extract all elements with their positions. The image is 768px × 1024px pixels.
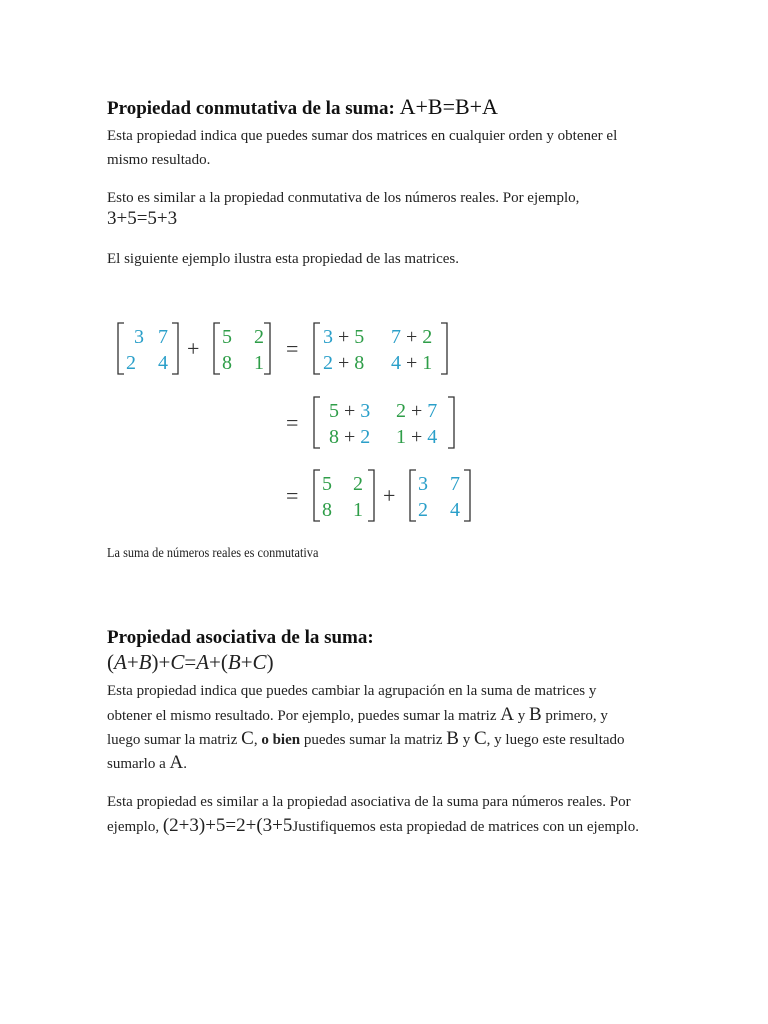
matrix-entry: 3 + 5 <box>323 326 365 348</box>
matrix-entry: 1 <box>353 499 363 521</box>
matrix-entry: 1 <box>254 352 264 374</box>
equals-operator: = <box>286 483 299 508</box>
matrix-entry: 4 + 1 <box>391 352 433 374</box>
bracket-left <box>314 397 320 448</box>
matrix-entry: 4 <box>450 499 460 521</box>
paragraph-line: El siguiente ejemplo ilustra esta propiedad de las matrices. <box>107 251 459 267</box>
matrix-entry: 8 <box>322 499 332 521</box>
bracket-right <box>368 470 374 521</box>
bracket-left <box>314 470 320 521</box>
paragraph-line: obtener el mismo resultado. Por ejemplo, puedes sumar la matriz A y B primero, y <box>107 704 608 725</box>
matrix-entry: 2 + 8 <box>323 352 365 374</box>
heading-text: Propiedad asociativa de la suma: <box>107 627 374 648</box>
plus-operator: + <box>383 483 396 508</box>
bracket-left <box>118 323 124 374</box>
matrix-entry: 1 + 4 <box>396 426 438 448</box>
bracket-left <box>214 323 220 374</box>
matrix-entry: 7 + 2 <box>391 326 433 348</box>
paragraph-line: luego sumar la matriz C, o bien puedes sumar la matriz B y C, y luego este resultado <box>107 728 625 749</box>
bracket-right <box>441 323 447 374</box>
paragraph-line: Esta propiedad indica que puedes cambiar la agrupación en la suma de matrices y <box>107 683 597 699</box>
inline-formula: 3+5=5+3 <box>107 208 178 229</box>
paragraph-line: sumarlo a A. <box>107 752 187 773</box>
matrix-entry: 2 <box>126 352 136 374</box>
matrix-entry: 3 <box>418 473 428 495</box>
equals-operator: = <box>286 410 299 435</box>
heading-formula: A+B=B+A <box>399 94 498 119</box>
heading-formula: (A+B)+C=A+(B+C) <box>107 650 274 674</box>
bracket-right <box>464 470 470 521</box>
inline-formula: (2+3)+5=2+(3+5 <box>162 815 293 836</box>
plus-operator: + <box>187 336 200 361</box>
matrix-entry: 8 + 2 <box>329 426 371 448</box>
matrix-entry: 5 <box>322 473 332 495</box>
matrix-entry: 5 + 3 <box>329 400 371 422</box>
paragraph-line: Esto es similar a la propiedad conmutativa de los números reales. Por ejemplo, <box>107 190 580 206</box>
paragraph-line: ejemplo, (2+3)+5=2+(3+5Justifiquemos esta propiedad de matrices con un ejemplo. <box>107 815 639 836</box>
bracket-right <box>448 397 454 448</box>
equals-operator: = <box>286 336 299 361</box>
bracket-left <box>314 323 320 374</box>
matrix-entry: 4 <box>158 352 168 374</box>
bracket-right <box>172 323 178 374</box>
matrix-entry: 7 <box>450 473 460 495</box>
bracket-left <box>410 470 416 521</box>
matrix-entry: 3 <box>134 326 144 348</box>
matrix-entry: 8 <box>222 352 232 374</box>
bracket-right <box>264 323 270 374</box>
matrix-entry: 2 <box>254 326 264 348</box>
bold-text: o bien <box>261 732 301 748</box>
heading-text: Propiedad conmutativa de la suma: <box>107 98 395 119</box>
matrix-entry: 2 + 7 <box>396 400 438 422</box>
figure-caption: La suma de números reales es conmutativa <box>107 546 319 561</box>
matrix-entry: 2 <box>418 499 428 521</box>
matrix-entry: 5 <box>222 326 232 348</box>
matrix-entry: 2 <box>353 473 363 495</box>
paragraph-line: Esta propiedad indica que puedes sumar dos matrices en cualquier orden y obtener el <box>107 128 618 144</box>
paragraph-line: Esta propiedad es similar a la propiedad asociativa de la suma para números reales. Por <box>107 794 631 810</box>
matrix-entry: 7 <box>158 326 168 348</box>
paragraph-line: mismo resultado. <box>107 152 211 168</box>
